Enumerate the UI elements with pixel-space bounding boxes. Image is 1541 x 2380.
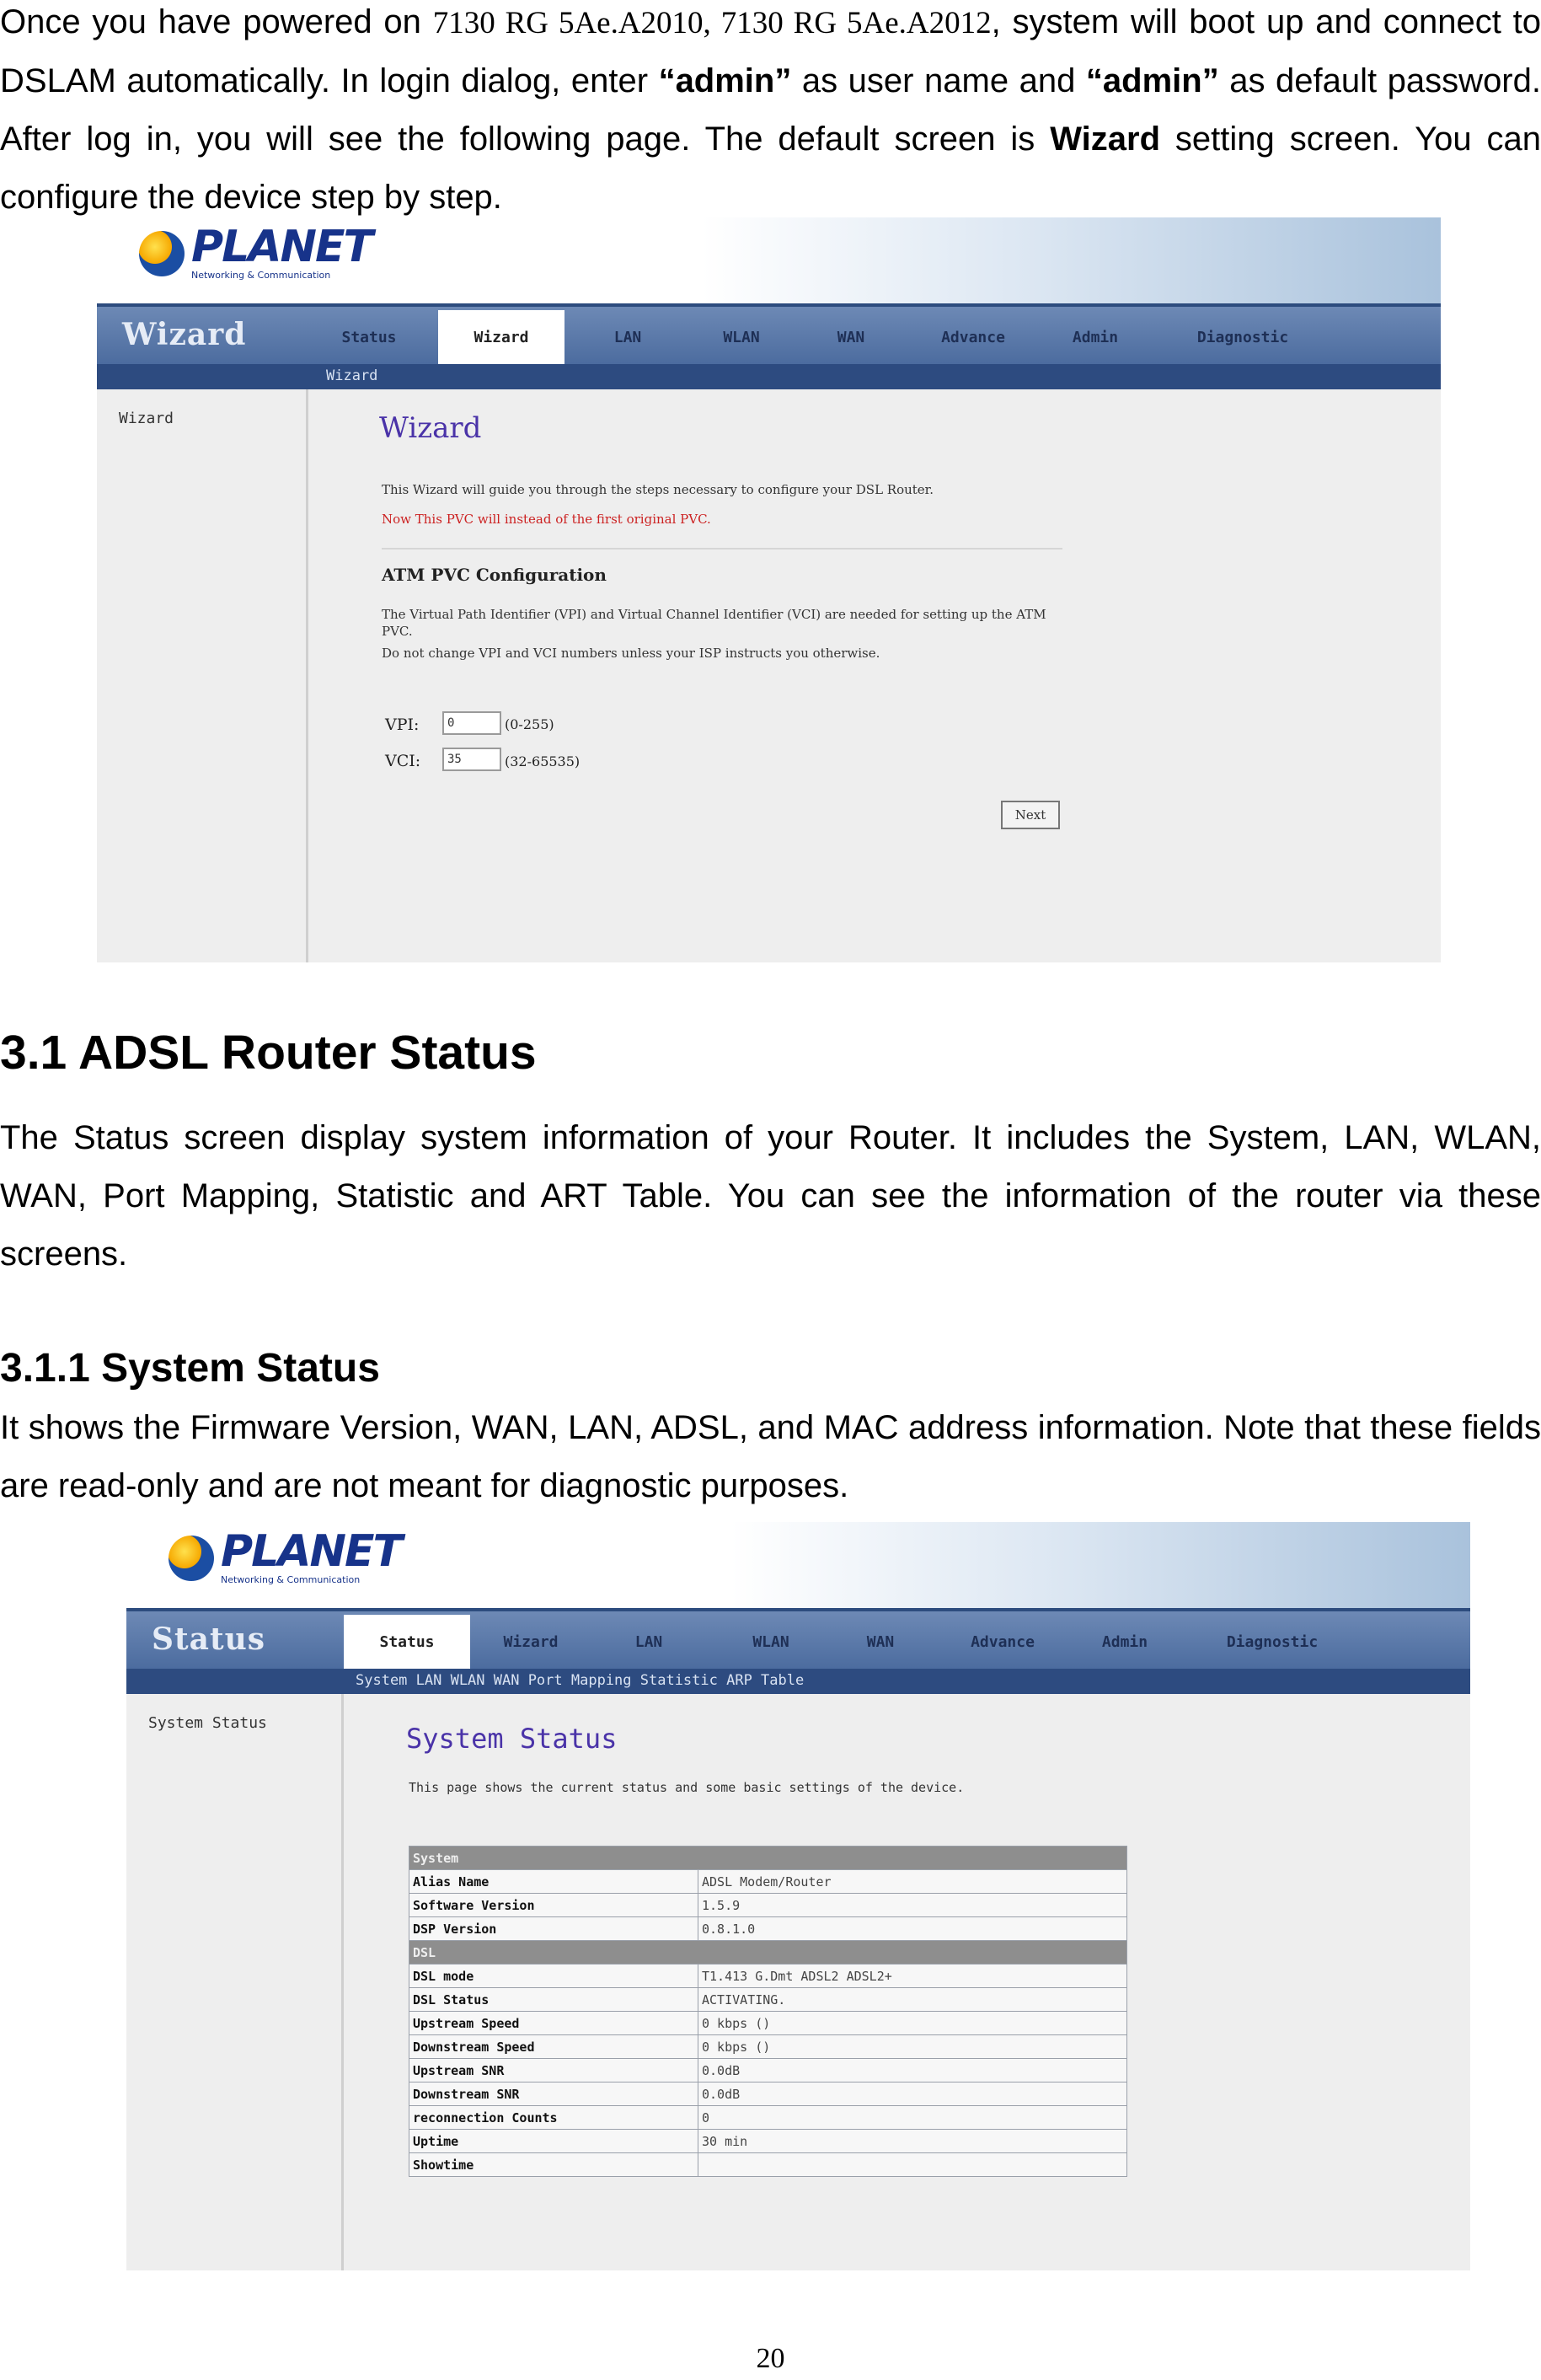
- wizard-screenshot: [97, 217, 1441, 962]
- table-row: DSL mode T1.413 G.Dmt ADSL2 ADSL2+: [409, 1965, 1127, 1988]
- paragraph-3-1: The Status screen display system information of your Router. It includes the System, LAN, WLAN, WAN, Port Mapping, Statistic and ART Table. You can see the information of the router via these screens.: [0, 1119, 1541, 1273]
- tab-advance[interactable]: Advance: [941, 328, 1005, 346]
- vpi-input[interactable]: 0: [442, 711, 501, 735]
- nav-section-title: Wizard: [122, 317, 247, 352]
- table-row: reconnection Counts 0: [409, 2106, 1127, 2130]
- atm-description-1: The Virtual Path Identifier (VPI) and Virtual Channel Identifier (VCI) are needed for setting up the ATM: [382, 607, 1046, 622]
- tab-advance[interactable]: Advance: [971, 1632, 1035, 1651]
- page-title: Wizard: [379, 411, 482, 445]
- tab-diagnostic[interactable]: Diagnostic: [1196, 328, 1289, 346]
- wizard-description: This Wizard will guide you through the steps necessary to configure your DSL Router.: [382, 482, 934, 497]
- sub-nav-bar: [97, 364, 1441, 389]
- tab-wan[interactable]: WAN: [866, 1632, 895, 1651]
- heading-3-1: 3.1 ADSL Router Status: [0, 1026, 537, 1080]
- paragraph-3-1-1: It shows the Firmware Version, WAN, LAN, ADSL, and MAC address information. Note that these fields are read-only and are not meant for diagnostic purposes.: [0, 1409, 1541, 1504]
- table-row: Software Version 1.5.9: [409, 1894, 1127, 1917]
- left-menu-item-system-status[interactable]: System Status: [148, 1714, 267, 1732]
- table-row: Showtime: [409, 2153, 1127, 2177]
- tab-lan[interactable]: LAN: [634, 1632, 663, 1651]
- vci-range: (32-65535): [505, 753, 581, 769]
- sub-nav-bar: [126, 1669, 1470, 1694]
- left-menu-item-wizard[interactable]: Wizard: [119, 410, 174, 427]
- planet-globe-icon: [139, 231, 185, 276]
- nav-section-title: Status: [152, 1622, 266, 1657]
- vpi-range: (0-255): [505, 716, 554, 732]
- screenshot-header: [126, 1522, 1470, 1611]
- vci-input[interactable]: 35: [442, 748, 501, 771]
- page-title: System Status: [406, 1723, 618, 1755]
- divider: [382, 548, 1062, 549]
- tab-status[interactable]: Status: [344, 1615, 470, 1669]
- tab-admin[interactable]: Admin: [1101, 1632, 1148, 1651]
- planet-logo: PLANET Networking & Communication: [139, 226, 372, 281]
- table-row: Uptime 30 min: [409, 2130, 1127, 2153]
- planet-logo: PLANET Networking & Communication: [169, 1530, 401, 1585]
- screenshot-header: [97, 217, 1441, 306]
- status-screenshot: [126, 1522, 1470, 2270]
- status-description: This page shows the current status and some basic settings of the device.: [409, 1780, 965, 1795]
- tab-wizard[interactable]: Wizard: [503, 1632, 559, 1651]
- next-button[interactable]: Next: [1001, 801, 1060, 829]
- nav-bar: [97, 303, 1441, 364]
- page-number: 20: [756, 2343, 785, 2374]
- heading-3-1-1: 3.1.1 System Status: [0, 1346, 380, 1391]
- wizard-warning: Now This PVC will instead of the first original PVC.: [382, 512, 711, 527]
- atm-description-2: Do not change VPI and VCI numbers unless your ISP instructs you otherwise.: [382, 646, 880, 661]
- table-row: Downstream SNR 0.0dB: [409, 2082, 1127, 2106]
- table-row: Alias Name ADSL Modem/Router: [409, 1870, 1127, 1894]
- sub-nav-wizard[interactable]: Wizard: [326, 367, 378, 384]
- table-group-header: DSL: [409, 1941, 1127, 1965]
- table-row: DSP Version 0.8.1.0: [409, 1917, 1127, 1941]
- left-menu: [126, 1694, 344, 2270]
- tab-wlan[interactable]: WLAN: [723, 328, 760, 346]
- tab-diagnostic[interactable]: Diagnostic: [1226, 1632, 1319, 1651]
- planet-globe-icon: [169, 1536, 214, 1581]
- model-numbers: 7130 RG 5Ae.A2010, 7130 RG 5Ae.A2012: [432, 6, 992, 40]
- section-title-atm-pvc: ATM PVC Configuration: [382, 565, 607, 585]
- vpi-label: VPI:: [385, 716, 420, 734]
- tab-admin[interactable]: Admin: [1072, 328, 1119, 346]
- tab-status[interactable]: Status: [341, 328, 397, 346]
- atm-description-1b: PVC.: [382, 624, 413, 639]
- nav-bar: [126, 1608, 1470, 1669]
- intro-paragraph: Once you have powered on 7130 RG 5Ae.A2010, 7130 RG 5Ae.A2012, system will boot up and connect to DSLAM automatically. In login dialog, enter “admin” as user name and “admin” as default password. After log in, you will see the following page. The default screen is Wizard setting screen. You can configure the device step by step.: [0, 3, 1541, 216]
- sub-nav-items[interactable]: System LAN WLAN WAN Port Mapping Statistic ARP Table: [356, 1672, 805, 1689]
- left-menu: [97, 389, 308, 962]
- tab-lan[interactable]: LAN: [613, 328, 642, 346]
- table-row: DSL Status ACTIVATING.: [409, 1988, 1127, 2012]
- vci-label: VCI:: [385, 752, 421, 770]
- status-table: [409, 1846, 1127, 2177]
- tab-wlan[interactable]: WLAN: [752, 1632, 789, 1651]
- tab-wan[interactable]: WAN: [837, 328, 865, 346]
- tab-wizard[interactable]: Wizard: [438, 310, 564, 364]
- table-row: Upstream SNR 0.0dB: [409, 2059, 1127, 2082]
- table-row: Upstream Speed 0 kbps (): [409, 2012, 1127, 2035]
- table-row: Downstream Speed 0 kbps (): [409, 2035, 1127, 2059]
- table-group-header: System: [409, 1847, 1127, 1870]
